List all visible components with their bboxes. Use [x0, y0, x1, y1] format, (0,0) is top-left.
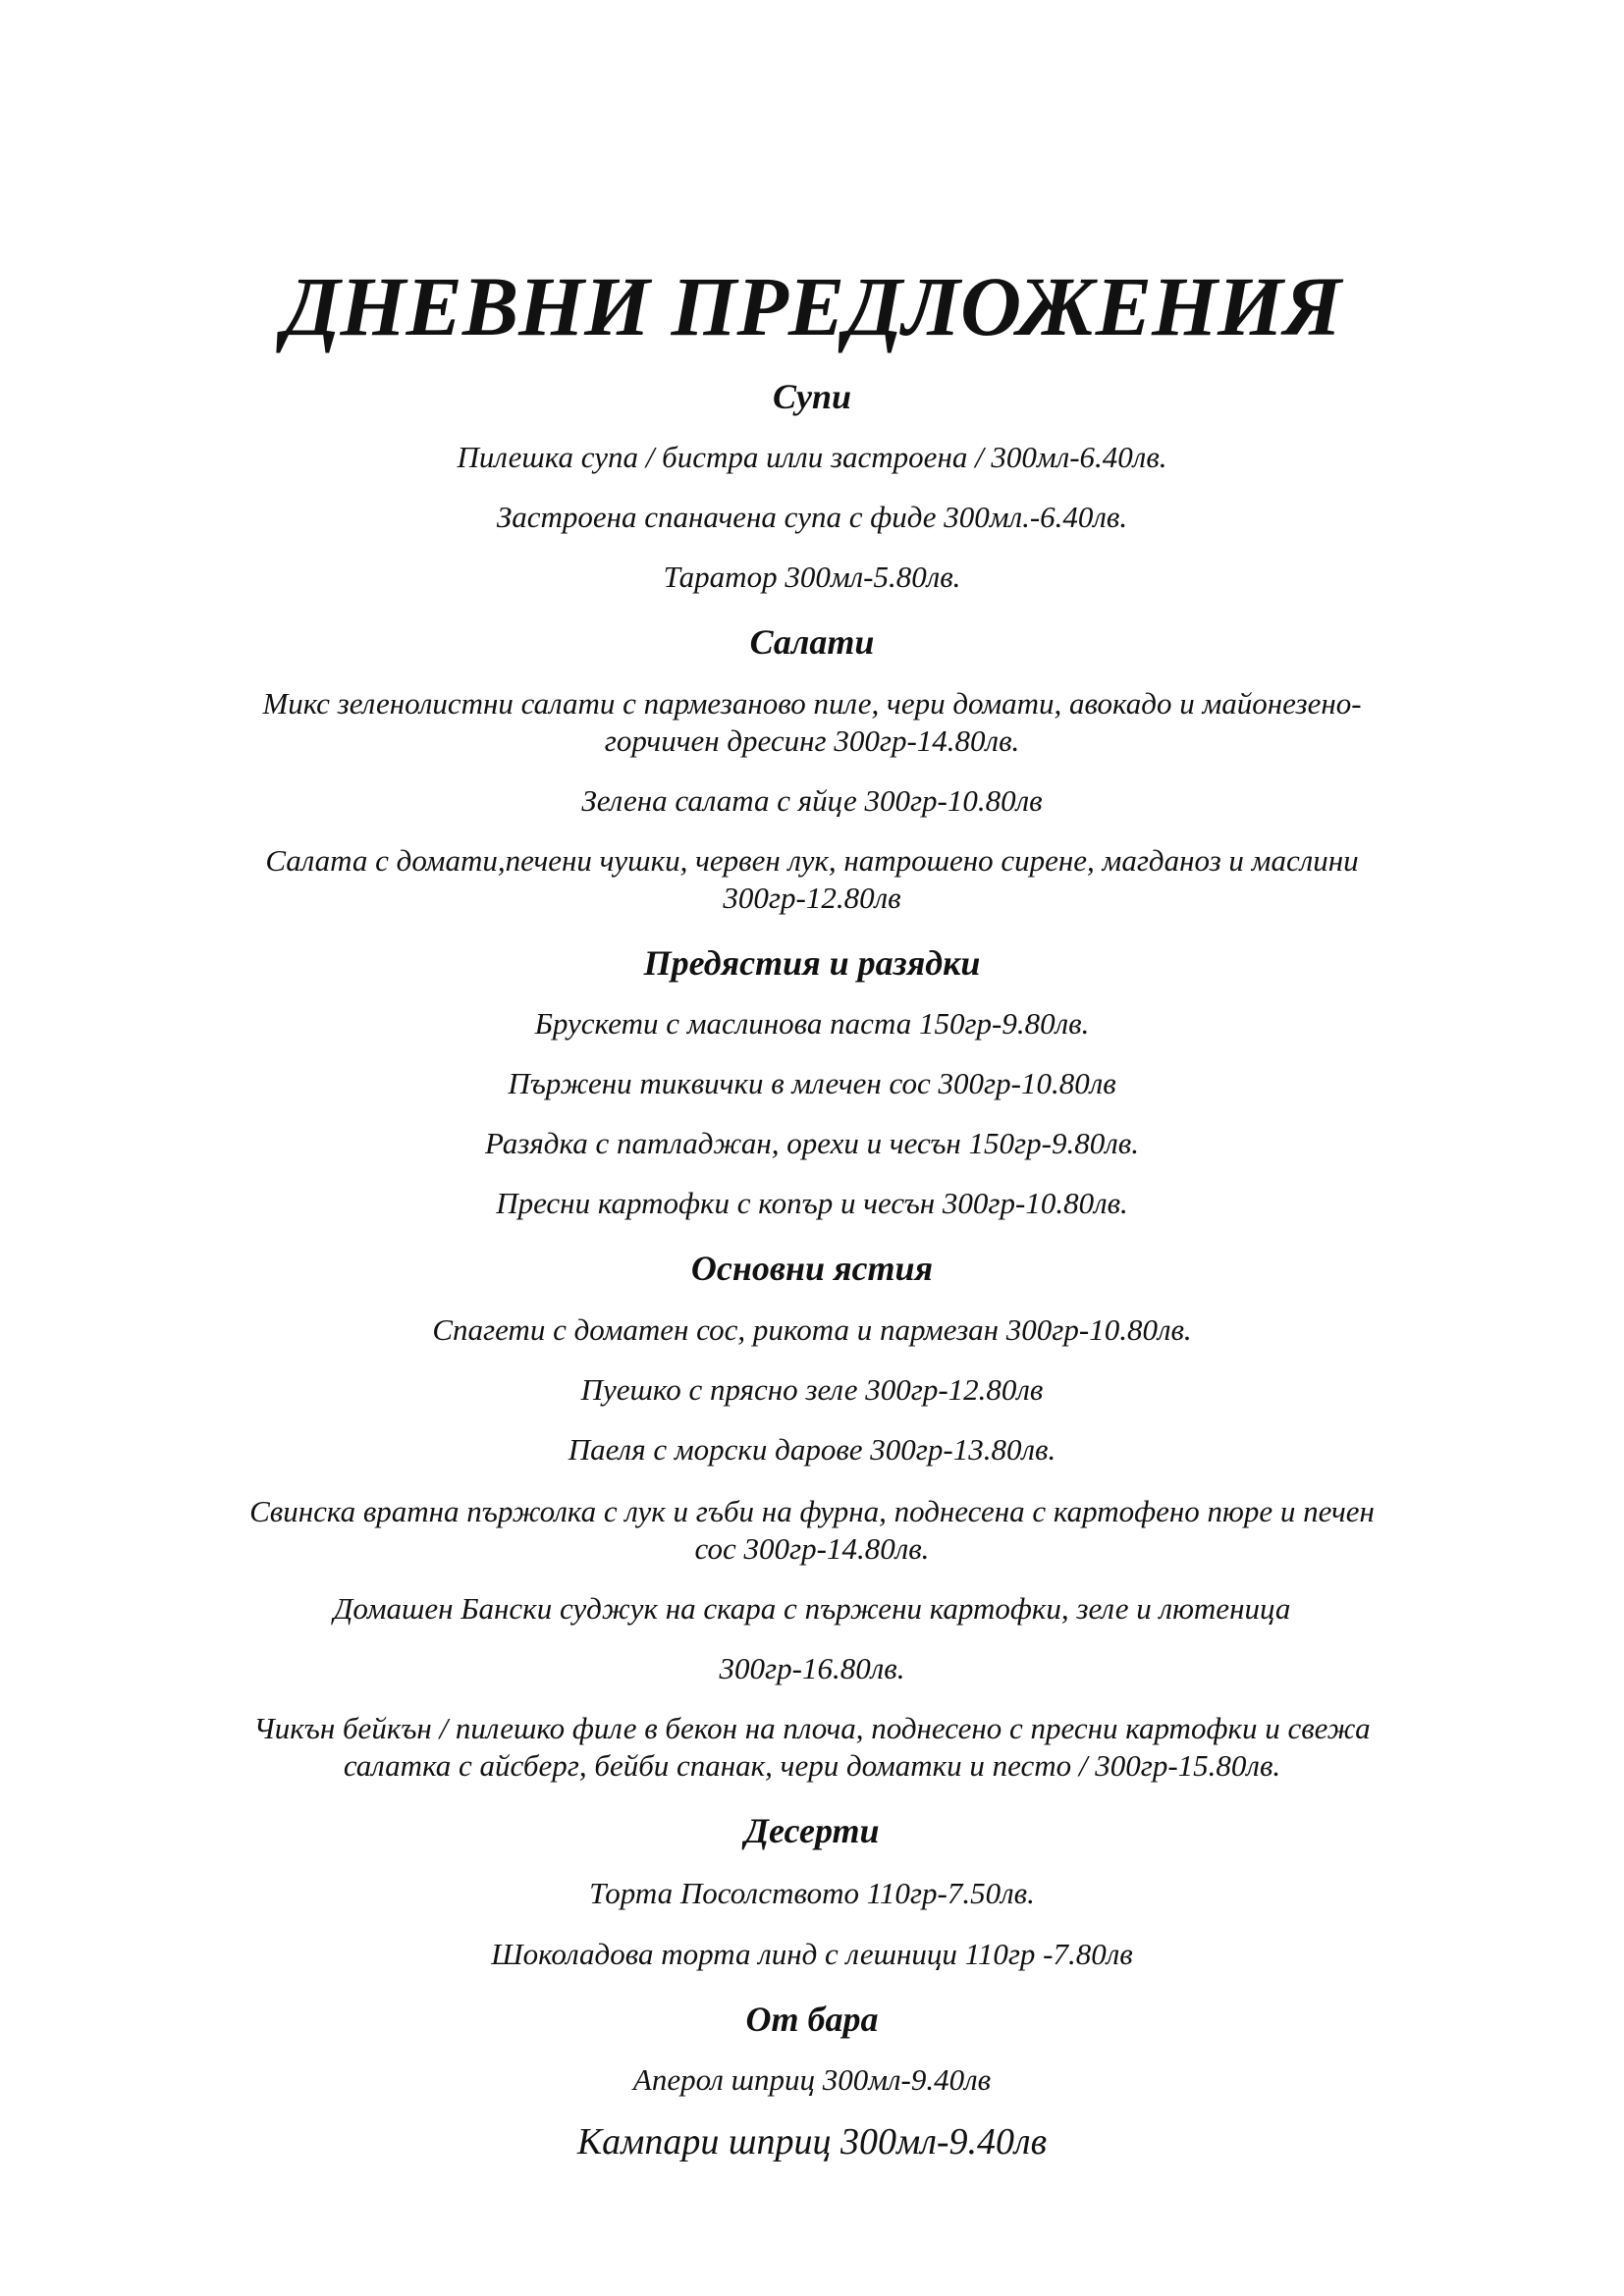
section-heading-main-courses: Основни ястия: [690, 1249, 934, 1288]
section-heading-salads: Салати: [749, 622, 875, 662]
menu-item: Спагети с доматен сос, рикота и пармезан 300гр-10.80лв.: [432, 1312, 1192, 1347]
menu-item-continued: горчичен дресинг 300гр-14.80лв.: [604, 723, 1020, 758]
menu-item: Брускети с маслинова паста 150гр-9.80лв.: [534, 1006, 1090, 1041]
menu-item: Чикън бейкън / пилешко филе в бекон на плоча, поднесено с пресни картофки и свежа: [253, 1711, 1371, 1745]
menu-item: Микс зеленолистни салати с пармезаново пиле, чери домати, авокадо и майонезено-: [262, 686, 1362, 721]
menu-item: Зелена салата с яйце 300гр-10.80лв: [581, 783, 1043, 818]
menu-item: Кампари шприц 300мл-9.40лв: [576, 2121, 1048, 2163]
section-heading-bar: От бара: [745, 2000, 879, 2039]
menu-item: Торта Посолството 110гр-7.50лв.: [589, 1876, 1035, 1910]
menu-item: 300гр-16.80лв.: [719, 1651, 905, 1685]
menu-item: Шоколадова торта линд с лешници 110гр -7.80лв: [491, 1937, 1133, 1971]
section-heading-desserts: Десерти: [744, 1811, 880, 1850]
menu-item: Паеля с морски дарове 300гр-13.80лв.: [568, 1432, 1056, 1467]
menu-item: Аперол шприц 300мл-9.40лв: [632, 2062, 992, 2097]
menu-item: Свинска вратна пържолка с лук и гъби на фурна, поднесена с картофено пюре и печен: [249, 1494, 1375, 1528]
menu-item: Пуешко с прясно зеле 300гр-12.80лв: [580, 1372, 1044, 1407]
menu-item-continued: 300гр-12.80лв: [723, 881, 901, 915]
menu-item: Пилешка супа / бистра илли застроена / 300мл-6.40лв.: [457, 440, 1167, 474]
menu-item: Застроена спаначена супа с фиде 300мл.-6.40лв.: [496, 500, 1128, 534]
page-title: ДНЕВНИ ПРЕДЛОЖЕНИЯ: [282, 259, 1342, 353]
menu-item-continued: сос 300гр-14.80лв.: [694, 1531, 930, 1566]
menu-item: Разядка с патладжан, орехи и чесън 150гр-9.80лв.: [485, 1126, 1139, 1160]
section-heading-starters: Предястия и разядки: [643, 943, 981, 983]
menu-item: Пържени тиквички в млечен сос 300гр-10.80лв: [508, 1066, 1116, 1100]
menu-item-continued: салатка с айсберг, бейби спанак, чери доматки и песто / 300гр-15.80лв.: [343, 1748, 1281, 1783]
menu-item: Таратор 300мл-5.80лв.: [663, 560, 961, 594]
menu-item: Пресни картофки с копър и чесън 300гр-10.80лв.: [496, 1186, 1128, 1220]
menu-item: Салата с домати,печени чушки, червен лук, натрошено сирене, магданоз и маслини: [265, 843, 1359, 878]
section-heading-soups: Супи: [772, 377, 852, 416]
menu-item: Домашен Бански суджук на скара с пържени картофки, зеле и лютеница: [333, 1591, 1291, 1626]
